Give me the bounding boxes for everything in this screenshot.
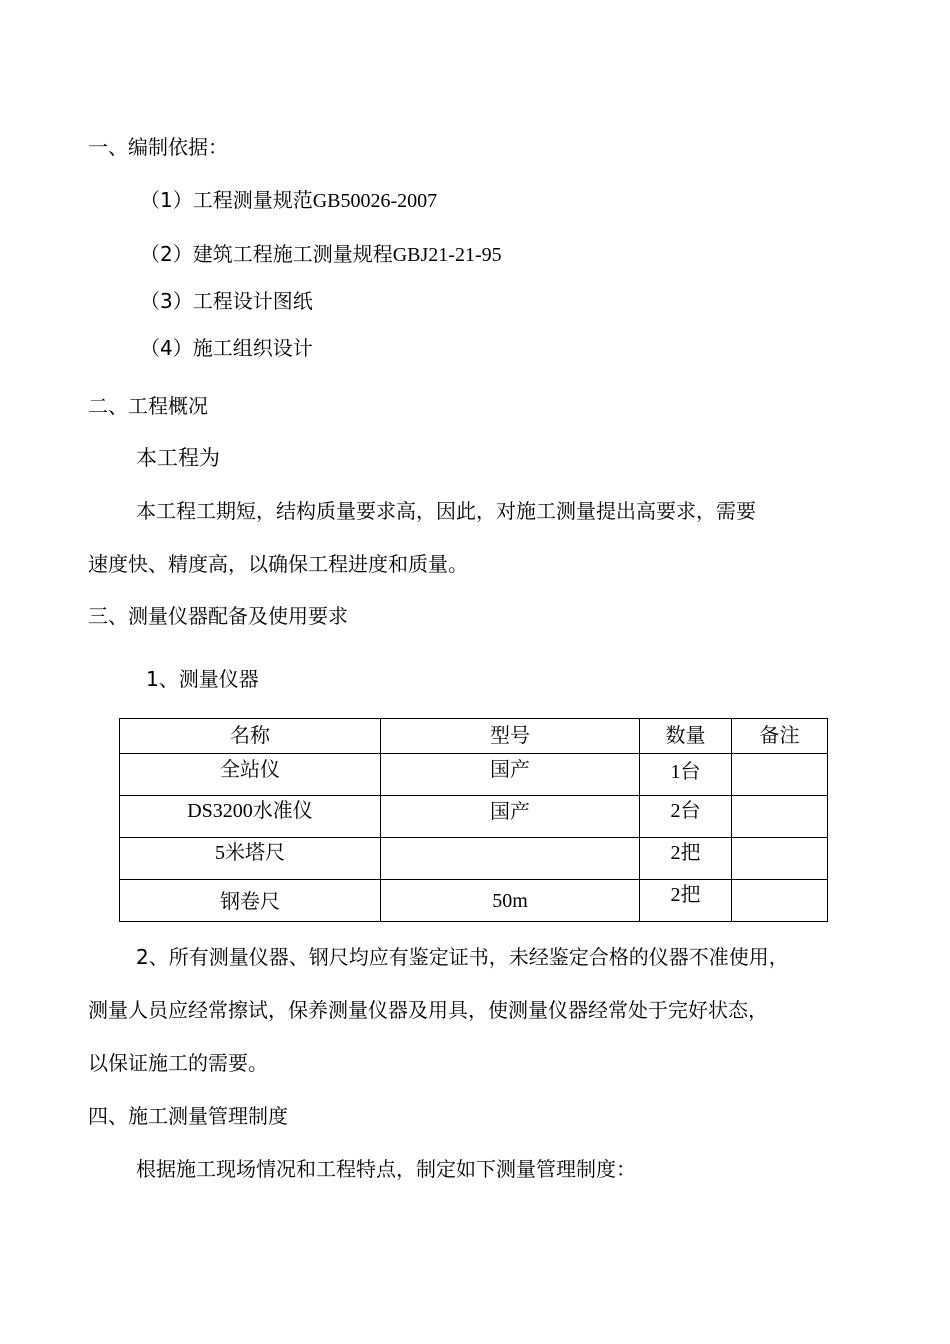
- cell-name: 钢卷尺: [120, 880, 381, 922]
- instruments-table: [119, 718, 828, 922]
- section-heading-management: 四、施工测量管理制度: [88, 1104, 288, 1128]
- header-model: 型号: [381, 719, 640, 754]
- cell-name: 全站仪: [120, 754, 381, 796]
- basis-item-1-text: （1）工程测量规范: [140, 188, 313, 212]
- cell-note: [732, 754, 828, 796]
- header-name: 名称: [120, 719, 381, 754]
- header-qty: 数量: [640, 719, 732, 754]
- section-heading-overview: 二、工程概况: [88, 394, 208, 418]
- section-heading-instruments: 三、测量仪器配备及使用要求: [88, 604, 348, 628]
- cell-note: [732, 838, 828, 880]
- overview-paragraph-line1: 本工程工期短，结构质量要求高，因此，对施工测量提出高要求，需要: [136, 499, 756, 523]
- cell-name: 5米塔尺: [120, 838, 381, 880]
- basis-item-2: [140, 242, 502, 267]
- table-row: [120, 880, 828, 922]
- cell-model: 国产: [381, 796, 640, 838]
- cell-note: [732, 880, 828, 922]
- overview-intro: 本工程为: [136, 446, 220, 470]
- cell-qty: 1台: [640, 754, 732, 796]
- section-heading-basis: 一、编制依据：: [88, 135, 228, 159]
- table-header-row: [120, 719, 828, 754]
- instruments-note-line1: 2、所有测量仪器、钢尺均应有鉴定证书，未经鉴定合格的仪器不准使用，: [136, 945, 789, 969]
- basis-item-4: [140, 336, 313, 360]
- table-row: [120, 754, 828, 796]
- basis-item-3: [140, 289, 313, 313]
- cell-name: DS3200水准仪: [120, 796, 381, 838]
- management-paragraph: 根据施工现场情况和工程特点，制定如下测量管理制度：: [136, 1157, 636, 1181]
- basis-item-3-text: （3）工程设计图纸: [140, 289, 313, 313]
- basis-item-2-code: GBJ21-21-95: [392, 244, 502, 266]
- instruments-subheading: 1、测量仪器: [146, 667, 259, 691]
- cell-qty: 2把: [640, 880, 732, 922]
- table-row: [120, 796, 828, 838]
- instruments-note-line2: 测量人员应经常擦试，保养测量仪器及用具，使测量仪器经常处于完好状态，: [88, 998, 768, 1022]
- cell-qty: 2把: [640, 838, 732, 880]
- basis-item-1: [140, 188, 437, 213]
- overview-paragraph-line2: 速度快、精度高，以确保工程进度和质量。: [88, 552, 468, 576]
- cell-note: [732, 796, 828, 838]
- cell-qty: 2台: [640, 796, 732, 838]
- instruments-note-line3: 以保证施工的需要。: [88, 1051, 268, 1075]
- table-row: [120, 838, 828, 880]
- cell-model: [381, 838, 640, 880]
- cell-model: 50m: [381, 880, 640, 922]
- basis-item-2-text: （2）建筑工程施工测量规程: [140, 242, 393, 266]
- header-note: 备注: [732, 719, 828, 754]
- basis-item-4-text: （4）施工组织设计: [140, 336, 313, 360]
- basis-item-1-code: GB50026-2007: [312, 190, 438, 212]
- cell-model: 国产: [381, 754, 640, 796]
